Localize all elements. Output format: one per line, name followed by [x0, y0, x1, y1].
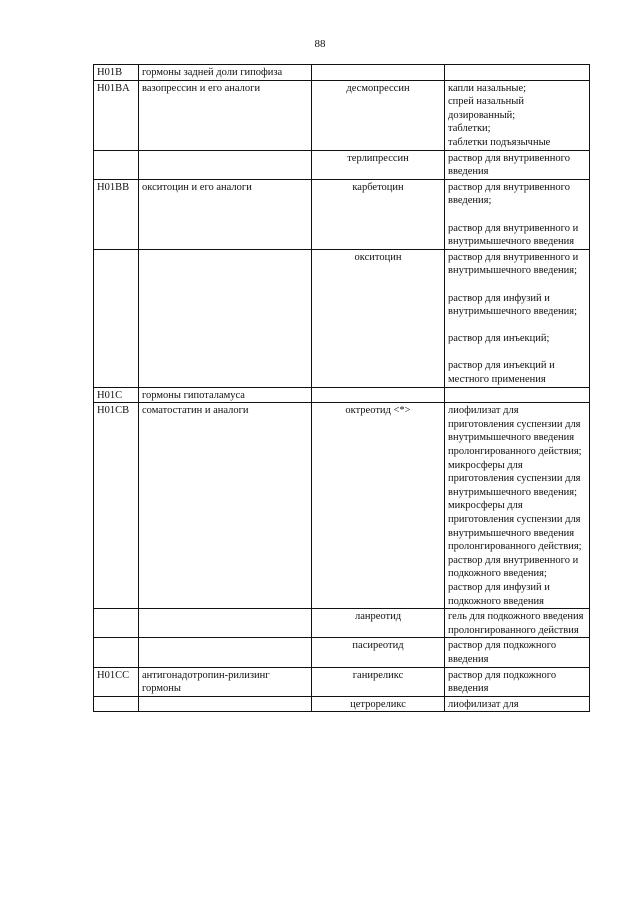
atc-code-cell	[94, 638, 139, 667]
group-name-cell: соматостатин и аналоги	[139, 403, 312, 609]
dosage-form-cell: раствор для подкожного введения	[445, 638, 590, 667]
atc-code-cell: H01B	[94, 65, 139, 81]
table-row	[94, 65, 590, 81]
dosage-form-cell: капли назальные; спрей назальный дозированный; таблетки; таблетки подъязычные	[445, 80, 590, 150]
table-row	[94, 249, 590, 387]
group-name-cell	[139, 609, 312, 638]
drug-name-cell: пасиреотид	[312, 638, 445, 667]
dosage-form-cell: раствор для подкожного введения	[445, 667, 590, 696]
table-row	[94, 609, 590, 638]
group-name-cell	[139, 150, 312, 179]
dosage-form-cell	[445, 387, 590, 403]
table-row	[94, 696, 590, 712]
atc-code-cell: H01CB	[94, 403, 139, 609]
group-name-cell	[139, 249, 312, 387]
atc-code-cell: H01CC	[94, 667, 139, 696]
group-name-cell: гормоны гипоталамуса	[139, 387, 312, 403]
dosage-form-cell: раствор для внутривенного введения	[445, 150, 590, 179]
drug-name-cell: терлипрессин	[312, 150, 445, 179]
group-name-cell	[139, 638, 312, 667]
drug-table	[93, 64, 590, 712]
dosage-form-cell: лиофилизат для	[445, 696, 590, 712]
drug-name-cell: карбетоцин	[312, 179, 445, 249]
drug-name-cell	[312, 387, 445, 403]
group-name-cell: вазопрессин и его аналоги	[139, 80, 312, 150]
atc-code-cell: H01C	[94, 387, 139, 403]
drug-name-cell	[312, 65, 445, 81]
dosage-form-cell	[445, 65, 590, 81]
table-row	[94, 80, 590, 150]
atc-code-cell: H01BA	[94, 80, 139, 150]
group-name-cell: антигонадотропин-рилизинг гормоны	[139, 667, 312, 696]
drug-name-cell: ганиреликс	[312, 667, 445, 696]
dosage-form-cell: раствор для внутривенного введения; раствор для внутривенного и внутримышечного введения	[445, 179, 590, 249]
drug-name-cell: октреотид <*>	[312, 403, 445, 609]
table-row	[94, 667, 590, 696]
page-number: 88	[314, 38, 326, 50]
table-row	[94, 403, 590, 609]
dosage-form-cell: раствор для внутривенного и внутримышечного введения; раствор для инфузий и внутримышечного введения; раствор для инъекций; раствор для инъекций и местного применения	[445, 249, 590, 387]
atc-code-cell	[94, 609, 139, 638]
table-row	[94, 179, 590, 249]
atc-code-cell	[94, 696, 139, 712]
drug-name-cell: цетрореликс	[312, 696, 445, 712]
atc-code-cell: H01BB	[94, 179, 139, 249]
table-row	[94, 387, 590, 403]
dosage-form-cell: гель для подкожного введения пролонгированного действия	[445, 609, 590, 638]
dosage-form-cell: лиофилизат для приготовления суспензии для внутримышечного введения пролонгированного действия; микросферы для приготовления суспензии для внутримышечного введения; микросферы для приготовления суспензии для внутримышечного введения пролонгированного действия; раствор для внутривенного и подкожного введения; раствор для инфузий и подкожного введения	[445, 403, 590, 609]
drug-name-cell: десмопрессин	[312, 80, 445, 150]
atc-code-cell	[94, 150, 139, 179]
table-row	[94, 150, 590, 179]
group-name-cell: гормоны задней доли гипофиза	[139, 65, 312, 81]
drug-name-cell: окситоцин	[312, 249, 445, 387]
group-name-cell	[139, 696, 312, 712]
group-name-cell: окситоцин и его аналоги	[139, 179, 312, 249]
drug-name-cell: ланреотид	[312, 609, 445, 638]
atc-code-cell	[94, 249, 139, 387]
table-row	[94, 638, 590, 667]
